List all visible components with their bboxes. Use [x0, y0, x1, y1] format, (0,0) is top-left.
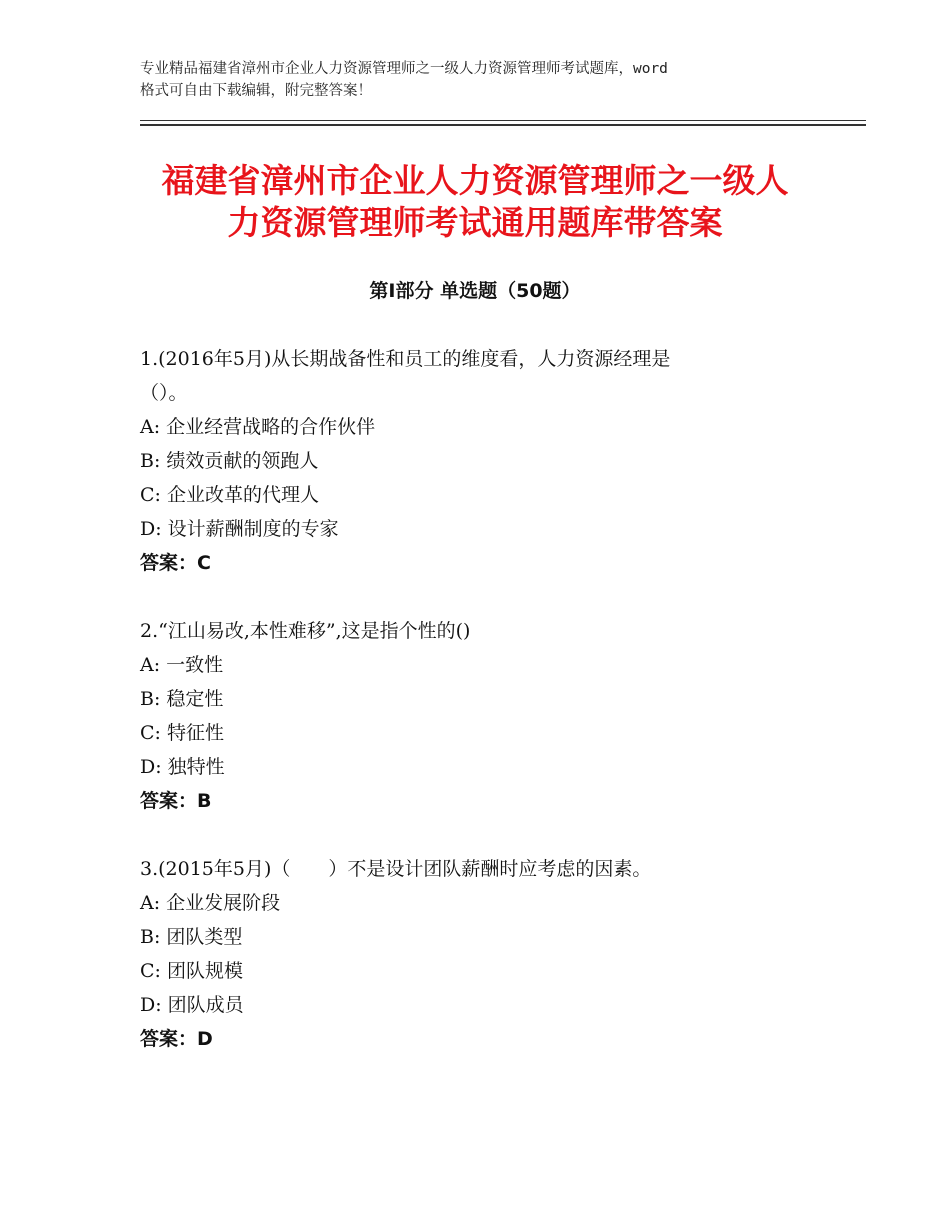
header-rule-thin [140, 120, 866, 121]
question-1 [140, 342, 820, 580]
question-stem: 3.(2015年5月)（ ）不是设计团队薪酬时应考虑的因素。 [140, 858, 652, 880]
option-a: A: 企业发展阶段 [140, 892, 281, 914]
option-d: D: 独特性 [140, 756, 225, 778]
option-b: B: 稳定性 [140, 688, 224, 710]
option-c: C: 企业改革的代理人 [140, 484, 319, 506]
title-line-1: 福建省漳州市企业人力资源管理师之一级人 [161, 161, 789, 200]
option-c: C: 特征性 [140, 722, 224, 744]
question-list [140, 342, 820, 1090]
answer-label: 答案：D [140, 1028, 213, 1050]
answer-label: 答案：C [140, 552, 211, 574]
header-note [140, 58, 830, 102]
title-line-2: 力资源管理师考试通用题库带答案 [227, 203, 723, 242]
question-stem-continued: （）。 [140, 382, 188, 404]
header-note-line-2: 格式可自由下载编辑，附完整答案！ [140, 83, 372, 99]
section-heading: 第Ⅰ部分 单选题（50题） [369, 280, 581, 302]
option-b: B: 绩效贡献的领跑人 [140, 450, 319, 472]
question-3 [140, 852, 820, 1056]
option-d: D: 设计薪酬制度的专家 [140, 518, 339, 540]
question-2 [140, 614, 820, 818]
question-stem: 2.“江山易改,本性难移”,这是指个性的() [140, 620, 471, 642]
option-c: C: 团队规模 [140, 960, 243, 982]
header-note-line-1: 专业精品福建省漳州市企业人力资源管理师之一级人力资源管理师考试题库，word [140, 61, 668, 77]
option-a: A: 一致性 [140, 654, 224, 676]
header-rule-thick [140, 124, 866, 126]
answer-label: 答案：B [140, 790, 212, 812]
option-d: D: 团队成员 [140, 994, 244, 1016]
question-stem: 1.(2016年5月)从长期战备性和员工的维度看，人力资源经理是 [140, 348, 671, 370]
option-a: A: 企业经营战略的合作伙伴 [140, 416, 376, 438]
option-b: B: 团队类型 [140, 926, 243, 948]
document-title [100, 160, 850, 244]
